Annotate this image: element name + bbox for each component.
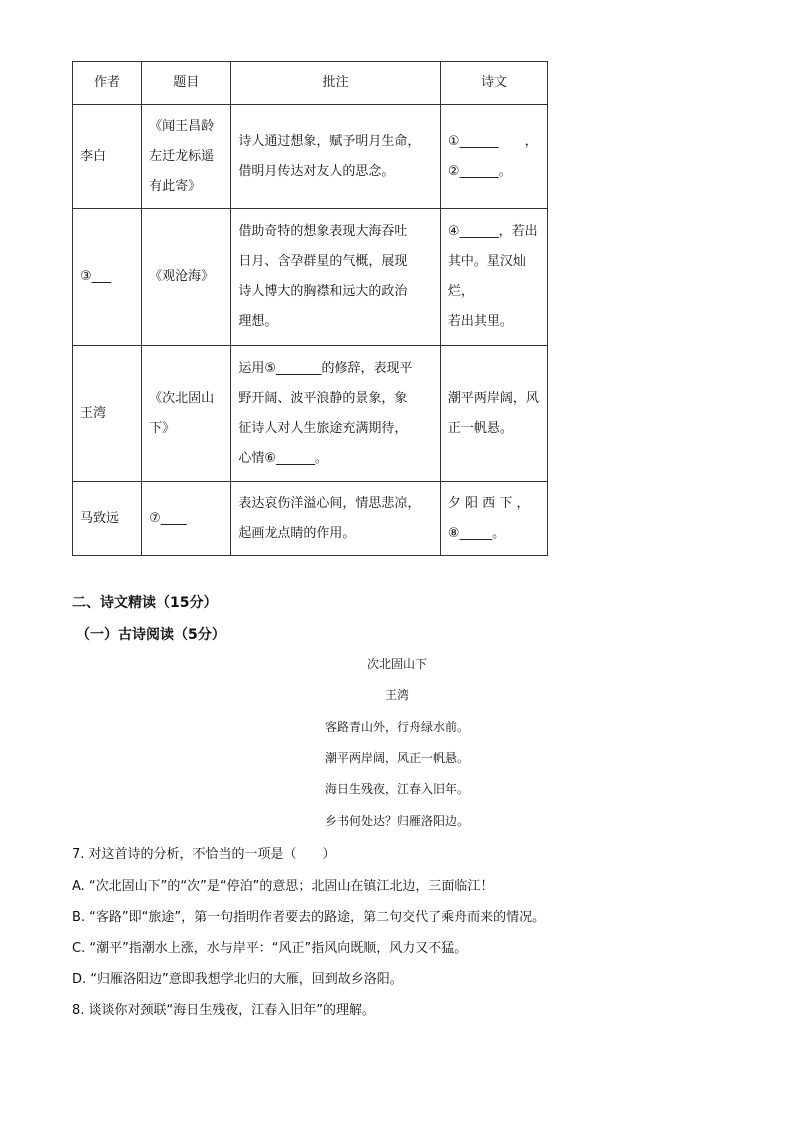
cell-line: 《闻王昌龄 [149, 118, 215, 134]
cell-line: ②______。 [447, 163, 512, 179]
cell-author: 李白 [73, 105, 142, 209]
cell-poem [440, 482, 547, 556]
cell-line: 下》 [149, 420, 176, 436]
section-heading: 二、诗文精读（15分） [72, 595, 218, 611]
header-note: 批注 [231, 62, 441, 105]
cell-poem [440, 346, 547, 482]
cell-title [142, 482, 231, 556]
cell-poem [440, 209, 547, 346]
cell-line: 左迁龙标遥 [149, 148, 215, 164]
cell-line: 《观沧海》 [149, 269, 215, 284]
option-c: C. “潮平”指潮水上涨，水与岸平：“风正”指风向既顺，风力又不猛。 [72, 941, 468, 956]
cell-author: 马致远 [73, 482, 142, 556]
header-poem: 诗文 [440, 62, 547, 105]
cell-note [231, 482, 441, 556]
cell-line: 起画龙点睛的作用。 [238, 525, 356, 541]
cell-line: ①______ ， [447, 133, 538, 149]
cell-line: 征诗人对人生旅途充满期待， [238, 420, 408, 436]
cell-line: ⑧_____。 [447, 525, 506, 541]
cell-poem [440, 105, 547, 209]
cell-line: 日月、含孕群星的气概，展现 [238, 254, 408, 269]
cell-line: 《次北固山 [149, 390, 215, 406]
table-row [73, 482, 548, 556]
option-b: B. “客路”即“旅途”，第一句指明作者要去的路途，第二句交代了乘舟而来的情况。 [72, 910, 546, 925]
cell-title [142, 346, 231, 482]
cell-line: 借明月传达对友人的思念。 [238, 163, 395, 179]
cell-author: ③___ [73, 209, 142, 346]
cell-author: 王湾 [73, 346, 142, 482]
cell-line: 夕 阳 西 下 ， [447, 495, 530, 511]
cell-line: 借助奇特的想象表现大海吞吐 [238, 224, 408, 239]
poem-line: 海日生残夜，江春入旧年。 [324, 782, 469, 796]
cell-line: 若出其里。 [447, 314, 513, 329]
question-7: 7. 对这首诗的分析，不恰当的一项是（ ） [72, 847, 336, 862]
question-8: 8. 谈谈你对颈联“海日生残夜，江春入旧年”的理解。 [72, 1003, 376, 1018]
cell-line: 有此寄》 [149, 178, 202, 194]
table-row [73, 105, 548, 209]
cell-title [142, 105, 231, 209]
cell-line: 心情⑥______。 [238, 450, 328, 466]
cell-line: 潮平两岸阔，风 [447, 390, 539, 406]
cell-line: 诗人通过想象，赋予明月生命， [238, 133, 421, 149]
table-row [73, 346, 548, 482]
cell-line: 诗人博大的胸襟和远大的政治 [238, 284, 408, 299]
header-author: 作者 [73, 62, 142, 105]
section-subheading: （一）古诗阅读（5分） [76, 627, 226, 643]
cell-line: 运用⑤_______的修辞，表现平 [238, 360, 413, 376]
cell-note [231, 209, 441, 346]
cell-line: ④______，若出 [447, 224, 538, 239]
cell-line: 正一帆悬。 [447, 420, 513, 436]
cell-line: ⑦____ [149, 510, 187, 526]
poem-line: 客路青山外，行舟绿水前。 [324, 720, 469, 734]
poem-annotation-table [72, 61, 548, 556]
cell-line: 其中。星汉灿烂， [447, 254, 526, 299]
poem-line: 乡书何处达？归雁洛阳边。 [324, 814, 469, 828]
option-d: D. “归雁洛阳边”意即我想学北归的大雁，回到故乡洛阳。 [72, 972, 403, 987]
cell-note [231, 105, 441, 209]
cell-note [231, 346, 441, 482]
table-row [73, 209, 548, 346]
cell-line: 理想。 [238, 314, 278, 329]
cell-line: 表达哀伤洋溢心间，情思悲凉， [238, 495, 421, 511]
table-header-row [73, 62, 548, 105]
poem-title: 次北固山下 [366, 657, 427, 671]
cell-title [142, 209, 231, 346]
option-a: A. “次北固山下”的“次”是“停泊”的意思；北固山在镇江北边，三面临江！ [72, 879, 494, 894]
cell-line: 野开阔、波平浪静的景象，象 [238, 390, 408, 406]
poem-author: 王湾 [384, 688, 409, 702]
poem-line: 潮平两岸阔，风正一帆悬。 [324, 751, 469, 765]
header-title: 题目 [142, 62, 231, 105]
